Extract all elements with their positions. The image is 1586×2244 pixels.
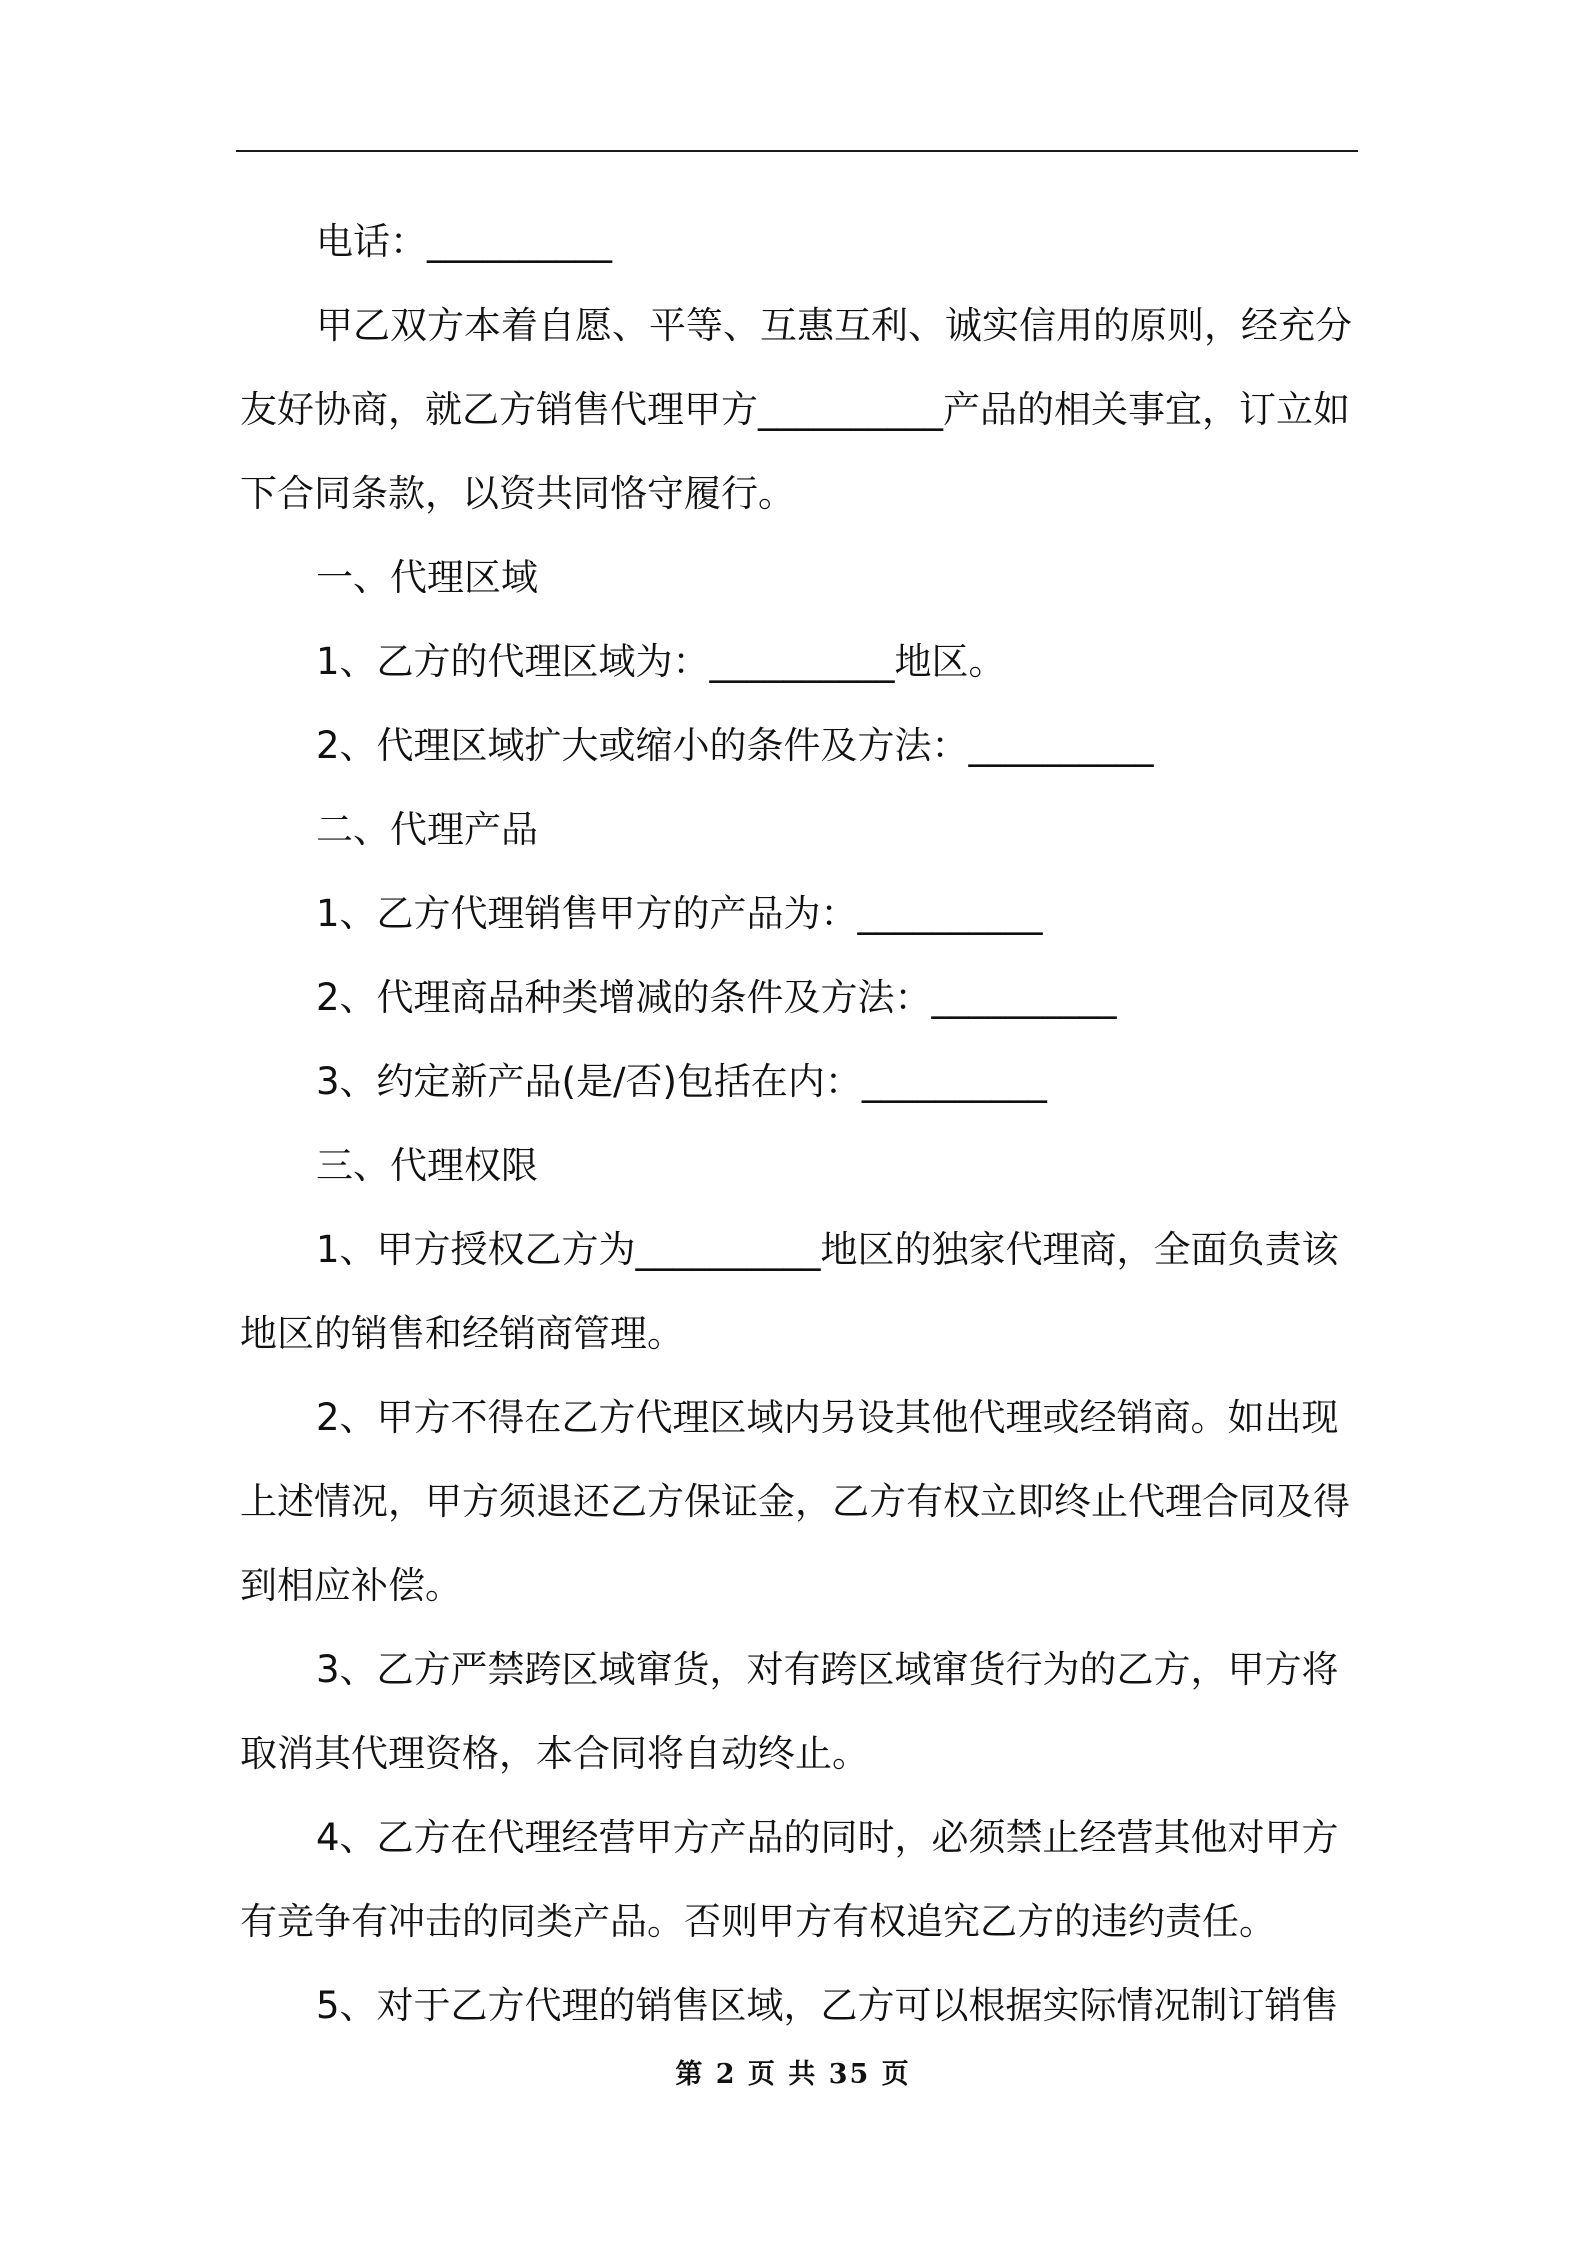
clause-3-5-line-1: 5、对于乙方代理的销售区域，乙方可以根据实际情况制订销售 [316,1984,1339,2027]
header-rule [236,150,1358,152]
section-heading-agency-products: 二、代理产品 [316,808,538,851]
section-heading-agency-region: 一、代理区域 [316,556,538,599]
clause-1-1: 1、乙方的代理区域为：__________地区。 [316,640,1006,683]
clause-3-1-line-2: 地区的销售和经销商管理。 [240,1312,684,1355]
intro-paragraph-line-3: 下合同条款，以资共同恪守履行。 [240,472,795,515]
clause-3-4-line-1: 4、乙方在代理经营甲方产品的同时，必须禁止经营其他对甲方 [316,1816,1339,1859]
clause-3-2-line-2: 上述情况，甲方须退还乙方保证金，乙方有权立即终止代理合同及得 [240,1480,1350,1523]
clause-3-2-line-3: 到相应补偿。 [240,1564,462,1607]
clause-3-4-line-2: 有竞争有冲击的同类产品。否则甲方有权追究乙方的违约责任。 [240,1900,1276,1943]
intro-paragraph-line-2: 友好协商，就乙方销售代理甲方__________产品的相关事宜，订立如 [240,388,1350,431]
clause-3-1-line-1: 1、甲方授权乙方为__________地区的独家代理商，全面负责该 [316,1228,1339,1271]
clause-2-1: 1、乙方代理销售甲方的产品为：__________ [316,892,1043,935]
clause-2-2: 2、代理商品种类增减的条件及方法：__________ [316,976,1117,1019]
clause-2-3: 3、约定新产品(是/否)包括在内：__________ [316,1060,1047,1103]
page-number-footer: 第 2 页 共 35 页 [675,2059,911,2090]
clause-3-3-line-2: 取消其代理资格，本合同将自动终止。 [240,1732,869,1775]
clause-3-3-line-1: 3、乙方严禁跨区域窜货，对有跨区域窜货行为的乙方，甲方将 [316,1648,1339,1691]
clause-1-2: 2、代理区域扩大或缩小的条件及方法：__________ [316,724,1154,767]
document-body [240,200,1358,2048]
section-heading-agency-authority: 三、代理权限 [316,1144,538,1187]
clause-3-2-line-1: 2、甲方不得在乙方代理区域内另设其他代理或经销商。如出现 [316,1396,1339,1439]
intro-paragraph-line-1: 甲乙双方本着自愿、平等、互惠互利、诚实信用的原则，经充分 [316,304,1352,347]
phone-field-line: 电话：__________ [316,220,612,263]
